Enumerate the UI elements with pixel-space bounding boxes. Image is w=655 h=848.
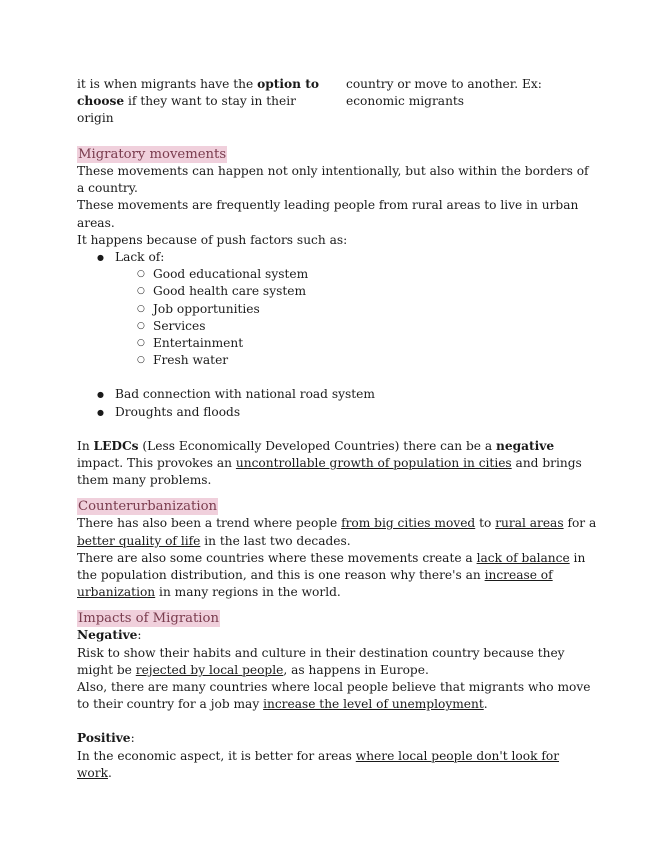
positive-label: Positive [77,731,131,746]
intro-columns [77,76,597,126]
text-run: , as happens in Europe. [283,662,429,677]
text-run: LEDCs [93,438,139,453]
migratory-heading: Migratory movements [78,147,227,162]
negative-label-line: Negative: [77,628,142,643]
text-run: for a [563,516,597,531]
list-item: ● Bad connection with national road system [77,386,597,403]
text-run: in the population distribution, and this is one reason why there's an [77,550,586,583]
text-run: negative [496,438,555,453]
text-run: where local people don't look for work [77,748,560,780]
list-item: ○ Fresh water [77,352,597,369]
text-run: Risk to show their habits and culture in their destination country because they might be [77,645,565,677]
negative-paragraph-1 [77,645,597,679]
list-item: ● Droughts and floods [77,404,597,421]
text-run: from big cities moved [341,516,476,531]
list-item: ○ Good health care system [77,283,597,300]
lack-label: Lack of: [115,250,165,265]
text-run: increase the level of unemployment [263,697,484,712]
migratory-paragraph-2: These movements are frequently leading people from rural areas to live in urban areas. [77,198,579,230]
negative-label: Negative [77,628,138,643]
text-run: in many regions in the world. [155,585,341,600]
text-run: Also, there are many countries where local people believe that migrants who move to their country for a job may [77,680,591,712]
text-run: and brings them many problems. [77,456,582,488]
counter-paragraph-1 [77,515,597,549]
list-item: ○ Services [77,318,597,335]
text-run: There are also some countries where these movements create a [77,550,477,565]
text-run: lack of balance [476,550,570,565]
migratory-paragraph-1: These movements can happen not only intentionally, but also within the borders of a country. [77,164,589,196]
intro-left-pre: it is when migrants have the [77,77,258,91]
ledc-paragraph [77,438,597,490]
text-run: In the economic aspect, it is better for areas [77,748,356,763]
text-run: There has also been a trend where people [77,516,342,531]
positive-paragraph-1 [77,748,597,782]
migratory-paragraph-3: It happens because of push factors such as: [77,232,348,247]
text-run: (Less Economically Developed Countries) there can be a [138,438,497,453]
counterurbanization-heading: Counterurbanization [78,499,217,515]
other-factors-list [77,386,597,420]
text-run: . [483,697,488,712]
list-item: ○ Entertainment [77,335,597,352]
text-run: in the last two decades. [200,533,351,548]
intro-left-column [77,76,327,128]
intro-right-column: country or move to another. Ex: economic migrants [346,77,542,109]
text-run: impact. This provokes an [77,456,236,471]
document-page [77,76,597,782]
text-run: . [107,765,112,780]
list-item: ○ Job opportunities [77,301,597,318]
counter-paragraph-2 [77,550,597,602]
impacts-heading: Impacts of Migration [78,611,219,627]
text-run: better quality of life [77,533,201,548]
text-run: In [77,438,94,453]
intro-left-bold: option to choose [77,77,319,109]
list-item: ○ Good educational system [77,266,597,283]
negative-paragraph-2 [77,679,597,713]
positive-label-line: Positive: [77,731,135,746]
push-factors-list [77,249,597,369]
lack-sublist [115,266,597,369]
text-run: rural areas [495,516,564,531]
text-run: to [475,516,496,531]
intro-left-post: if they want to stay in their origin [77,94,296,126]
text-run: rejected by local people [135,662,284,677]
text-run: increase of urbanization [77,568,553,600]
text-run: uncontrollable growth of population in cities [235,456,512,471]
list-item [77,249,597,369]
